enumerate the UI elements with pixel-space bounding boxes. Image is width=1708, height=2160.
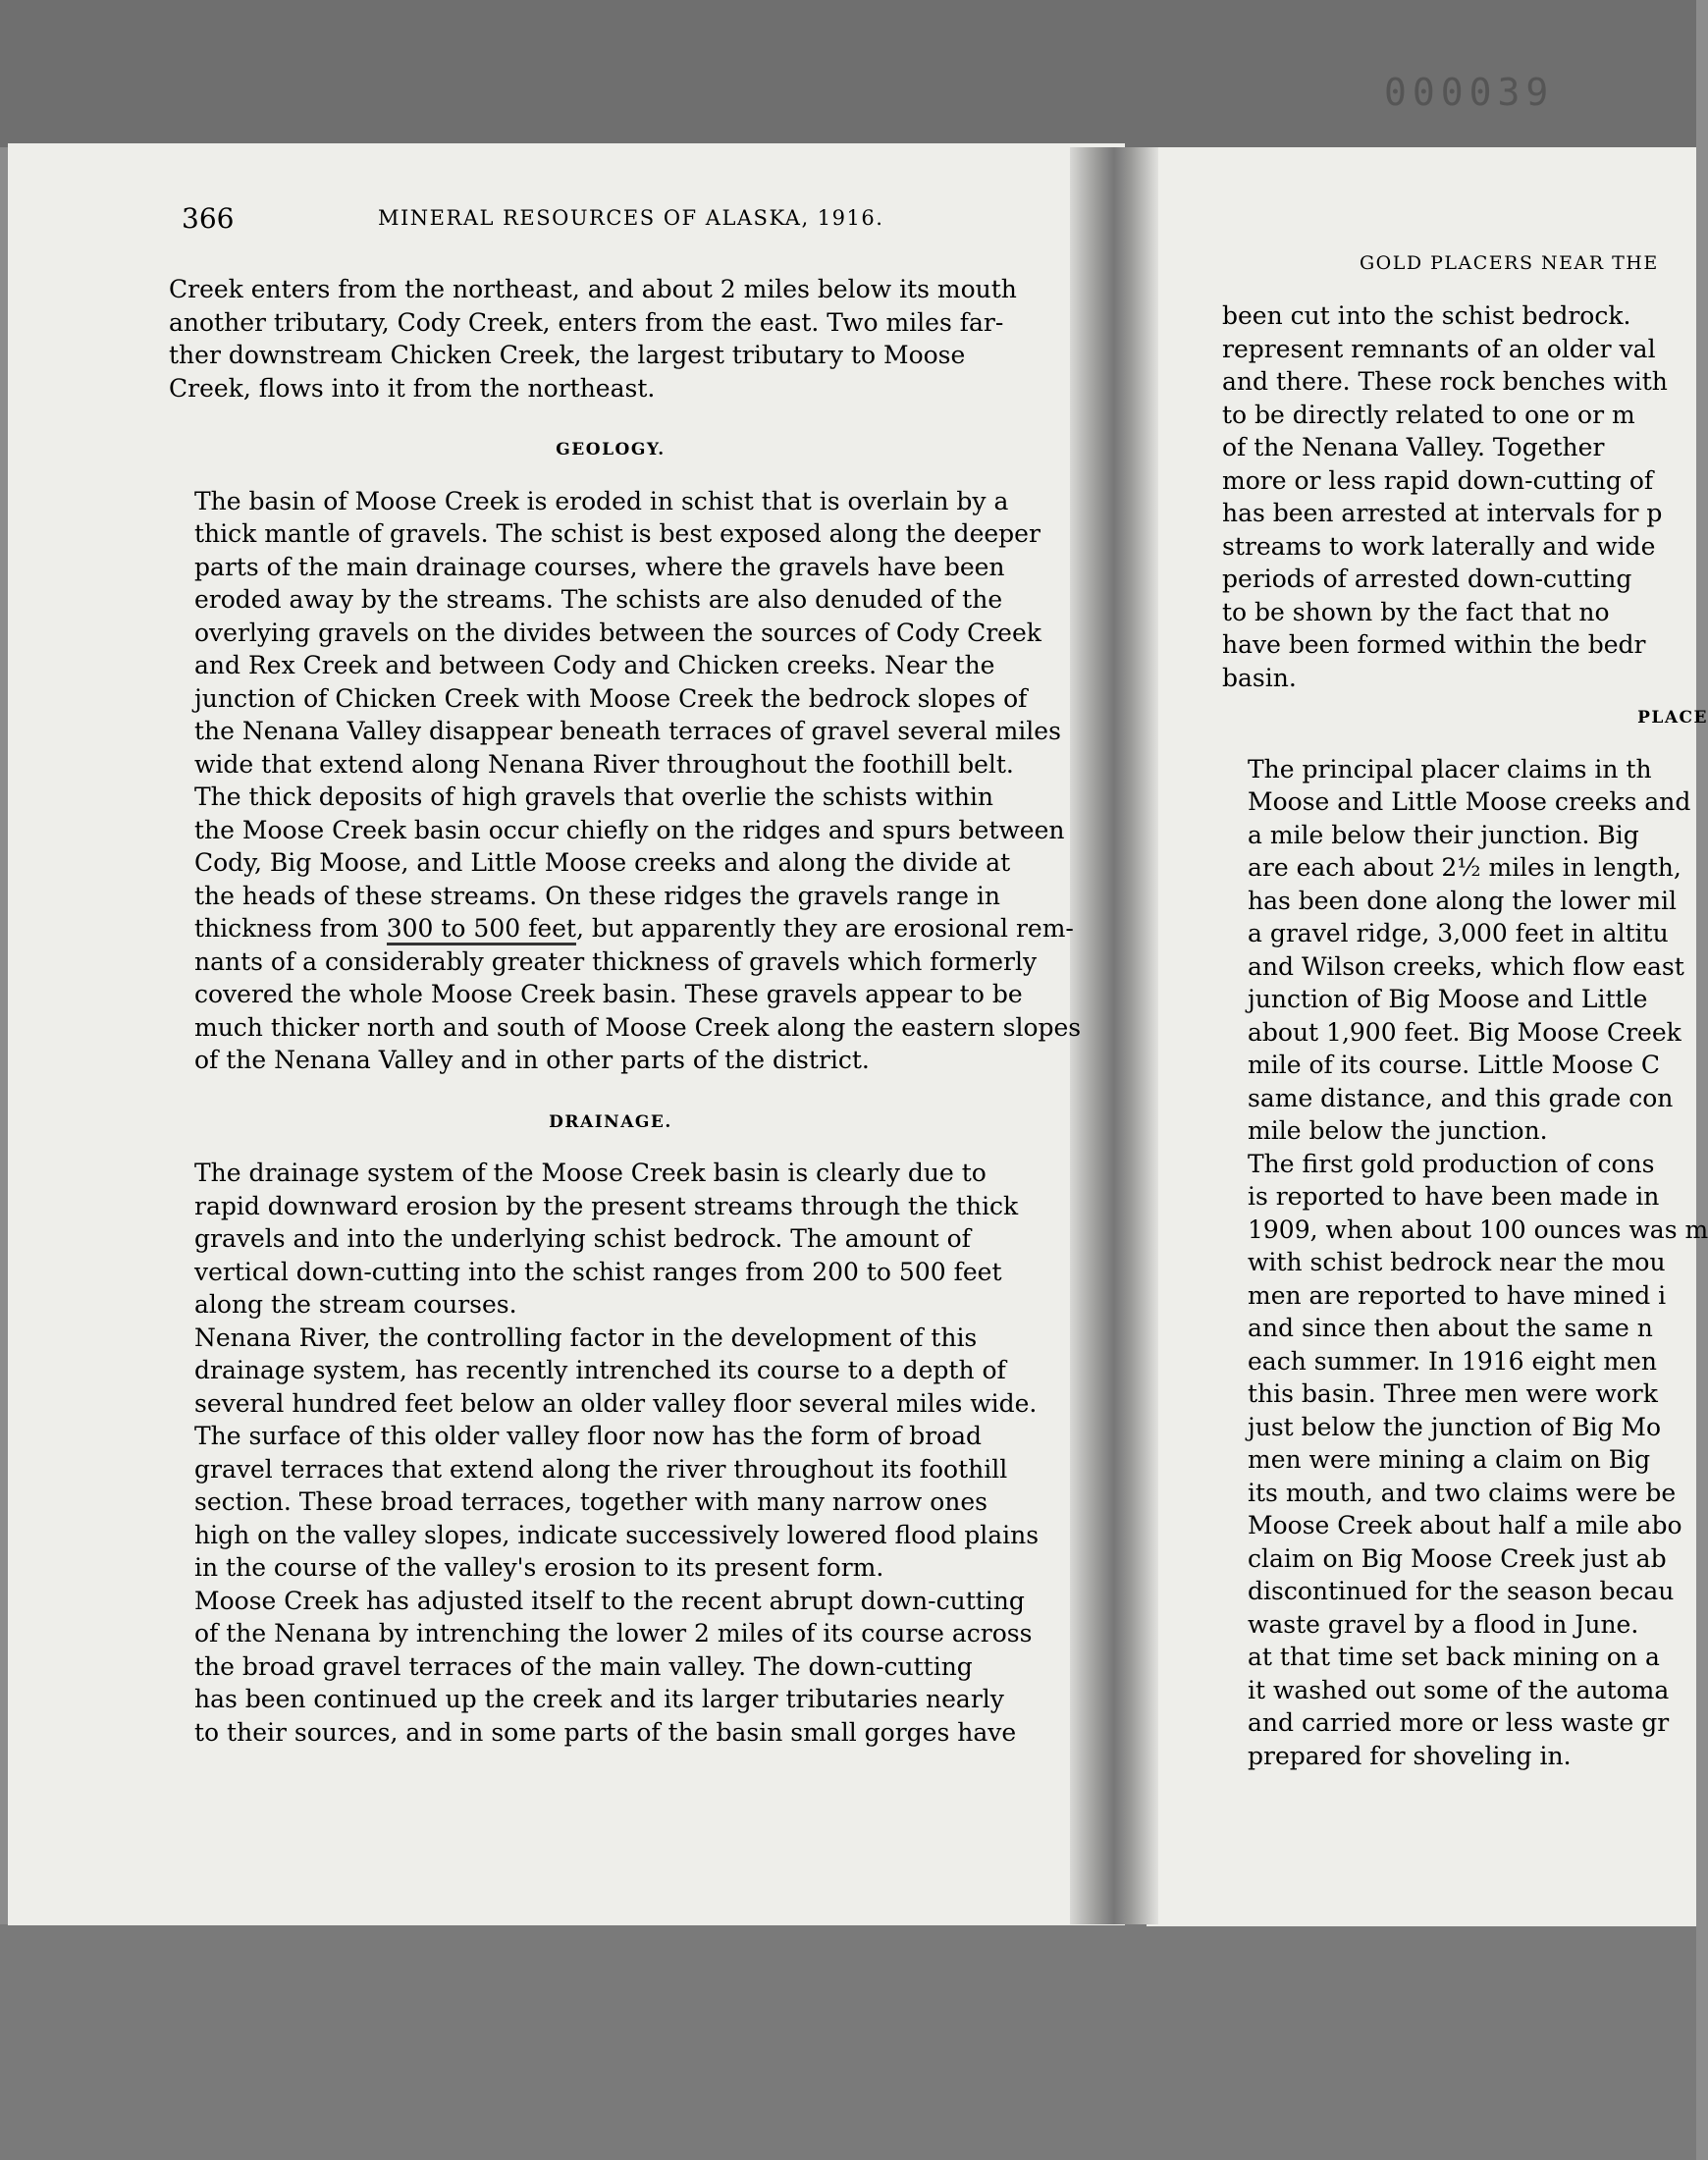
text-line: men are reported to have mined i	[1248, 1280, 1667, 1310]
text-line: The drainage system of the Moose Creek basin is clearly due to	[194, 1159, 987, 1187]
text-line: thick mantle of gravels. The schist is best exposed along the deeper	[194, 519, 1041, 548]
text-line: about 1,900 feet. Big Moose Creek	[1248, 1017, 1681, 1047]
text-line: nants of a considerably greater thickness of gravels which formerly	[194, 946, 1038, 976]
drainage-paragraph-2	[169, 1322, 1052, 1585]
underlined-line	[169, 912, 1074, 945]
text-line: is reported to have been made in	[1248, 1182, 1660, 1211]
text-line: much thicker north and south of Moose Creek along the eastern slopes	[194, 1012, 1082, 1042]
text-line: several hundred feet below an older valley floor several miles wide.	[194, 1388, 1038, 1418]
placers-heading: PLACE	[1637, 708, 1708, 728]
underline-post: , but apparently they are erosional rem-	[575, 914, 1074, 943]
intro-paragraph	[169, 273, 1052, 405]
text-line: its mouth, and two claims were be	[1248, 1478, 1677, 1507]
geology-paragraph-2	[169, 781, 1082, 1077]
text-line: the Nenana Valley disappear beneath terraces of gravel several miles	[194, 717, 1061, 745]
geology-heading: GEOLOGY.	[556, 440, 666, 459]
text-line: claim on Big Moose Creek just ab	[1248, 1543, 1667, 1573]
text-line: the heads of these streams. On these ridges the gravels range in	[194, 881, 1001, 910]
text-line: high on the valley slopes, indicate successively lowered flood plains	[194, 1520, 1040, 1549]
text-line: The thick deposits of high gravels that overlie the schists within	[194, 783, 994, 811]
text-line: drainage system, has recently intrenched its course to a depth of	[194, 1356, 1006, 1384]
page-number: 366	[182, 202, 235, 235]
text-line: eroded away by the streams. The schists are also denuded of the	[194, 585, 1003, 614]
text-line: mile of its course. Little Moose C	[1248, 1051, 1660, 1079]
text-line: and Wilson creeks, which flow east	[1248, 951, 1684, 981]
text-line: vertical down-cutting into the schist ranges from 200 to 500 feet	[194, 1257, 1002, 1286]
text-line: The basin of Moose Creek is eroded in schist that is overlain by a	[194, 486, 1009, 515]
text-line: this basin. Three men were work	[1248, 1379, 1658, 1408]
archive-stamp: 000039	[1384, 71, 1555, 114]
text-line: another tributary, Cody Creek, enters from the east. Two miles far-	[169, 307, 1004, 337]
drainage-paragraph-3	[169, 1585, 1052, 1750]
text-line: more or less rapid down-cutting of	[1222, 465, 1654, 495]
text-line: and there. These rock benches with	[1222, 367, 1668, 396]
text-line: mile below the junction.	[1248, 1116, 1548, 1145]
right-paragraph-2	[1222, 753, 1691, 1148]
text-line: and carried more or less waste gr	[1248, 1708, 1670, 1737]
text-line: periods of arrested down-cutting	[1222, 565, 1632, 593]
text-line: The first gold production of cons	[1248, 1149, 1655, 1178]
text-line: it washed out some of the automa	[1248, 1675, 1670, 1704]
geology-paragraph-2-rest	[169, 945, 1082, 1077]
text-line: junction of Chicken Creek with Moose Creek the bedrock slopes of	[194, 683, 1028, 713]
geology-paragraph-2-lines	[169, 781, 1065, 912]
text-line: been cut into the schist bedrock.	[1222, 301, 1631, 330]
text-line: Creek enters from the northeast, and about 2 miles below its mouth	[169, 275, 1017, 303]
text-line: has been continued up the creek and its larger tributaries nearly	[194, 1685, 1004, 1713]
text-line: section. These broad terraces, together with many narrow ones	[194, 1487, 987, 1516]
text-line: a mile below their junction. Big	[1248, 820, 1639, 849]
text-line: men were mining a claim on Big	[1248, 1445, 1651, 1474]
text-line: the Moose Creek basin occur chiefly on the ridges and spurs between	[194, 815, 1065, 844]
text-line: The principal placer claims in th	[1248, 754, 1652, 783]
text-line: same distance, and this grade con	[1248, 1083, 1674, 1112]
text-line: rapid downward erosion by the present streams through the thick	[194, 1191, 1019, 1220]
text-line: Moose Creek has adjusted itself to the recent abrupt down-cutting	[194, 1586, 1025, 1615]
text-line: and since then about the same n	[1248, 1314, 1653, 1342]
book-gutter	[1070, 147, 1158, 1924]
underline-pre: thickness from	[194, 914, 387, 943]
text-line: 1909, when about 100 ounces was m	[1248, 1215, 1708, 1244]
right-column	[1222, 299, 1708, 1772]
text-line: gravel terraces that extend along the river throughout its foothill	[194, 1454, 1008, 1484]
text-line: a gravel ridge, 3,000 feet in altitu	[1248, 919, 1669, 947]
text-line: the broad gravel terraces of the main valley. The down-cutting	[194, 1651, 973, 1681]
text-line: The surface of this older valley floor now has the form of broad	[194, 1422, 983, 1450]
text-line: have been formed within the bedr	[1222, 630, 1646, 659]
text-line: of the Nenana Valley. Together	[1222, 433, 1605, 461]
text-line: represent remnants of an older val	[1222, 334, 1656, 363]
text-line: basin.	[1222, 663, 1297, 692]
text-line: junction of Big Moose and Little	[1248, 985, 1648, 1013]
text-line: Moose Creek about half a mile abo	[1248, 1511, 1682, 1539]
text-line: wide that extend along Nenana River throughout the foothill belt.	[194, 749, 1014, 779]
text-line: prepared for shoveling in.	[1248, 1741, 1572, 1770]
text-line: in the course of the valley's erosion to its present form.	[194, 1553, 884, 1582]
text-line: Cody, Big Moose, and Little Moose creeks and along the divide at	[194, 848, 1011, 877]
drainage-heading: DRAINAGE.	[549, 1111, 672, 1132]
text-line: to their sources, and in some parts of the basin small gorges have	[194, 1717, 1017, 1747]
text-line: covered the whole Moose Creek basin. These gravels appear to be	[194, 980, 1023, 1008]
text-line: Nenana River, the controlling factor in the development of this	[194, 1323, 978, 1352]
text-line: ther downstream Chicken Creek, the largest tributary to Moose	[169, 341, 966, 369]
text-line: to be directly related to one or m	[1222, 400, 1635, 429]
text-line: waste gravel by a flood in June.	[1248, 1609, 1639, 1639]
text-line: streams to work laterally and wide	[1222, 531, 1656, 561]
pencil-underline: 300 to 500 feet	[387, 914, 576, 945]
text-line: overlying gravels on the divides between the sources of Cody Creek	[194, 618, 1041, 647]
text-line: along the stream courses.	[194, 1290, 517, 1319]
drainage-paragraph-1	[169, 1157, 1052, 1322]
right-paragraph-3	[1222, 1148, 1708, 1773]
right-paragraph-1	[1222, 299, 1679, 694]
text-line: with schist bedrock near the mou	[1248, 1248, 1666, 1276]
geology-paragraph-1	[169, 485, 1061, 782]
text-line: Moose and Little Moose creeks and	[1248, 787, 1691, 816]
text-line: discontinued for the season becau	[1248, 1577, 1675, 1605]
text-line: parts of the main drainage courses, where the gravels have been	[194, 552, 1005, 581]
text-line: at that time set back mining on a	[1248, 1643, 1660, 1671]
text-line: each summer. In 1916 eight men	[1248, 1346, 1657, 1376]
text-line: gravels and into the underlying schist bedrock. The amount of	[194, 1224, 971, 1253]
text-line: Creek, flows into it from the northeast.	[169, 373, 656, 403]
text-line: of the Nenana Valley and in other parts of the district.	[194, 1046, 870, 1074]
text-line: of the Nenana by intrenching the lower 2 miles of its course across	[194, 1619, 1033, 1647]
text-line: are each about 2½ miles in length,	[1248, 853, 1681, 882]
scanner-background-bottom	[0, 1924, 1696, 2160]
text-line: just below the junction of Big Mo	[1248, 1412, 1662, 1441]
text-line: and Rex Creek and between Cody and Chicken creeks. Near the	[194, 651, 995, 679]
text-line: to be shown by the fact that no	[1222, 597, 1610, 626]
left-column	[169, 273, 1082, 1749]
text-line: has been arrested at intervals for p	[1222, 499, 1663, 527]
running-head-right: GOLD PLACERS NEAR THE	[1360, 252, 1659, 274]
text-line: has been done along the lower mil	[1248, 886, 1678, 915]
running-head-left: MINERAL RESOURCES OF ALASKA, 1916.	[378, 206, 884, 230]
